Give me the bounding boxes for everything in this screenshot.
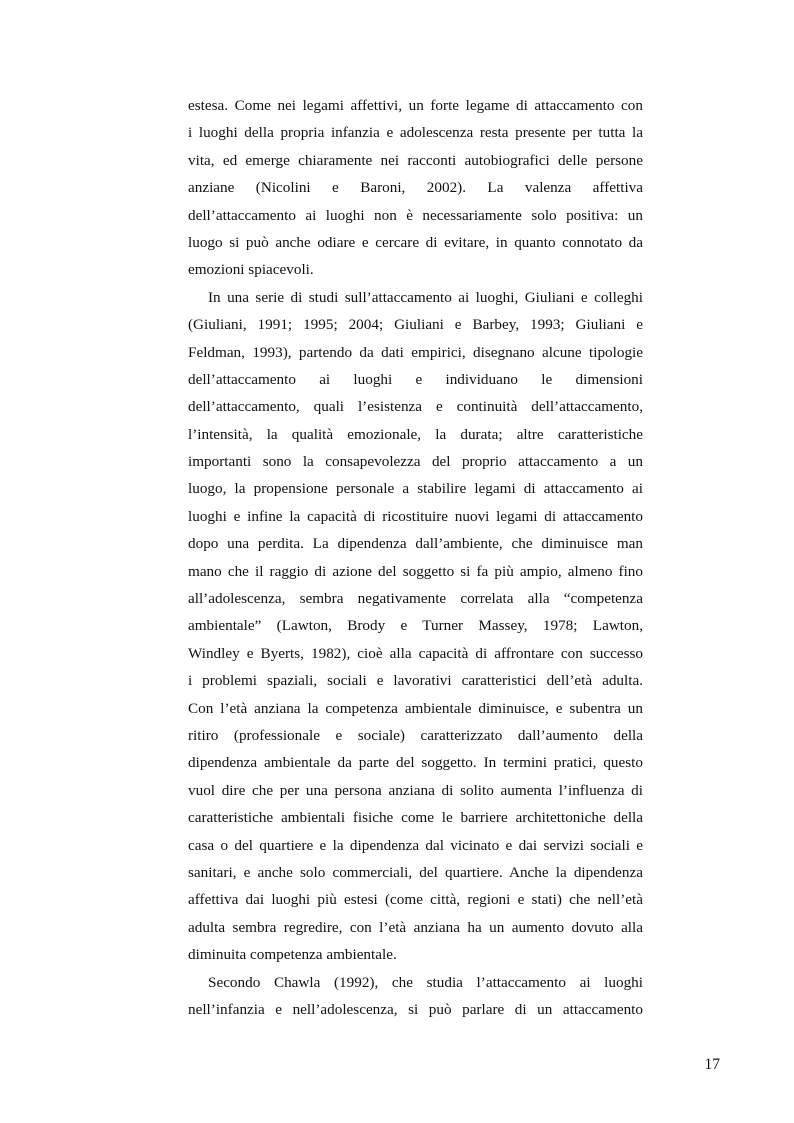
text-line: vuol dire che per una persona anziana di solito aumenta l’influenza di: [188, 781, 643, 799]
paragraph: [188, 284, 643, 969]
text-line: estesa. Come nei legami affettivi, un forte legame di attaccamento con: [188, 97, 643, 114]
text-line: emozioni spiacevoli.: [188, 261, 314, 279]
text-line: Secondo Chawla (1992), che studia l’attaccamento ai luoghi: [208, 973, 643, 991]
text-line: i problemi spaziali, sociali e lavorativi caratteristici dell’età adulta.: [188, 672, 643, 690]
text-line: ritiro (professionale e sociale) caratterizzato dall’aumento della: [188, 726, 643, 744]
text-line: caratteristiche ambientali fisiche come le barriere architettoniche della: [188, 809, 643, 827]
text-line: dopo una perdita. La dipendenza dall’ambiente, che diminuisce man: [188, 535, 643, 553]
text-line: luogo si può anche odiare e cercare di evitare, in quanto connotato da: [188, 233, 643, 251]
text-line: anziane (Nicolini e Baroni, 2002). La valenza affettiva: [188, 179, 643, 197]
text-line: casa o del quartiere e la dipendenza dal vicinato e dai servizi sociali e: [188, 836, 643, 854]
text-line: dipendenza ambientale da parte del soggetto. In termini pratici, questo: [188, 754, 643, 772]
paragraph: [188, 969, 643, 1024]
text-line: mano che il raggio di azione del soggetto si fa più ampio, almeno fino: [188, 562, 643, 580]
text-line: affettiva dai luoghi più estesi (come città, regioni e stati) che nell’età: [188, 891, 643, 909]
text-line: Con l’età anziana la competenza ambientale diminuisce, e subentra un: [188, 699, 643, 717]
text-line: (Giuliani, 1991; 1995; 2004; Giuliani e Barbey, 1993; Giuliani e: [188, 316, 643, 334]
text-line: Feldman, 1993), partendo da dati empirici, disegnano alcune tipologie: [188, 343, 643, 361]
text-line: all’adolescenza, sembra negativamente correlata alla “competenza: [188, 590, 643, 608]
text-line: importanti sono la consapevolezza del proprio attaccamento a un: [188, 453, 643, 471]
page-number: 17: [704, 1056, 720, 1073]
text-line: dell’attaccamento ai luoghi non è necessariamente solo positiva: un: [188, 206, 643, 224]
text-line: In una serie di studi sull’attaccamento ai luoghi, Giuliani e colleghi: [208, 288, 643, 306]
text-line: ambientale” (Lawton, Brody e Turner Massey, 1978; Lawton,: [188, 617, 643, 635]
text-line: adulta sembra regredire, con l’età anziana ha un aumento dovuto alla: [188, 918, 643, 936]
text-line: nell’infanzia e nell’adolescenza, si può parlare di un attaccamento: [188, 1000, 643, 1018]
text-line: vita, ed emerge chiaramente nei racconti autobiografici delle persone: [188, 151, 643, 169]
text-line: luoghi e infine la capacità di ricostituire nuovi legami di attaccamento: [188, 507, 643, 525]
text-line: luogo, la propensione personale a stabilire legami di attaccamento ai: [188, 480, 643, 498]
text-line: dell’attaccamento, quali l’esistenza e continuità dell’attaccamento,: [188, 398, 643, 416]
text-line: l’intensità, la qualità emozionale, la durata; altre caratteristiche: [188, 425, 643, 443]
text-line: Windley e Byerts, 1982), cioè alla capacità di affrontare con successo: [188, 644, 643, 662]
text-line: i luoghi della propria infanzia e adolescenza resta presente per tutta la: [188, 124, 643, 142]
paragraph: [188, 92, 643, 284]
text-line: dell’attaccamento ai luoghi e individuano le dimensioni: [188, 370, 643, 388]
text-line: diminuita competenza ambientale.: [188, 946, 397, 964]
body-text: [188, 92, 643, 1023]
text-line: sanitari, e anche solo commerciali, del quartiere. Anche la dipendenza: [188, 863, 643, 881]
